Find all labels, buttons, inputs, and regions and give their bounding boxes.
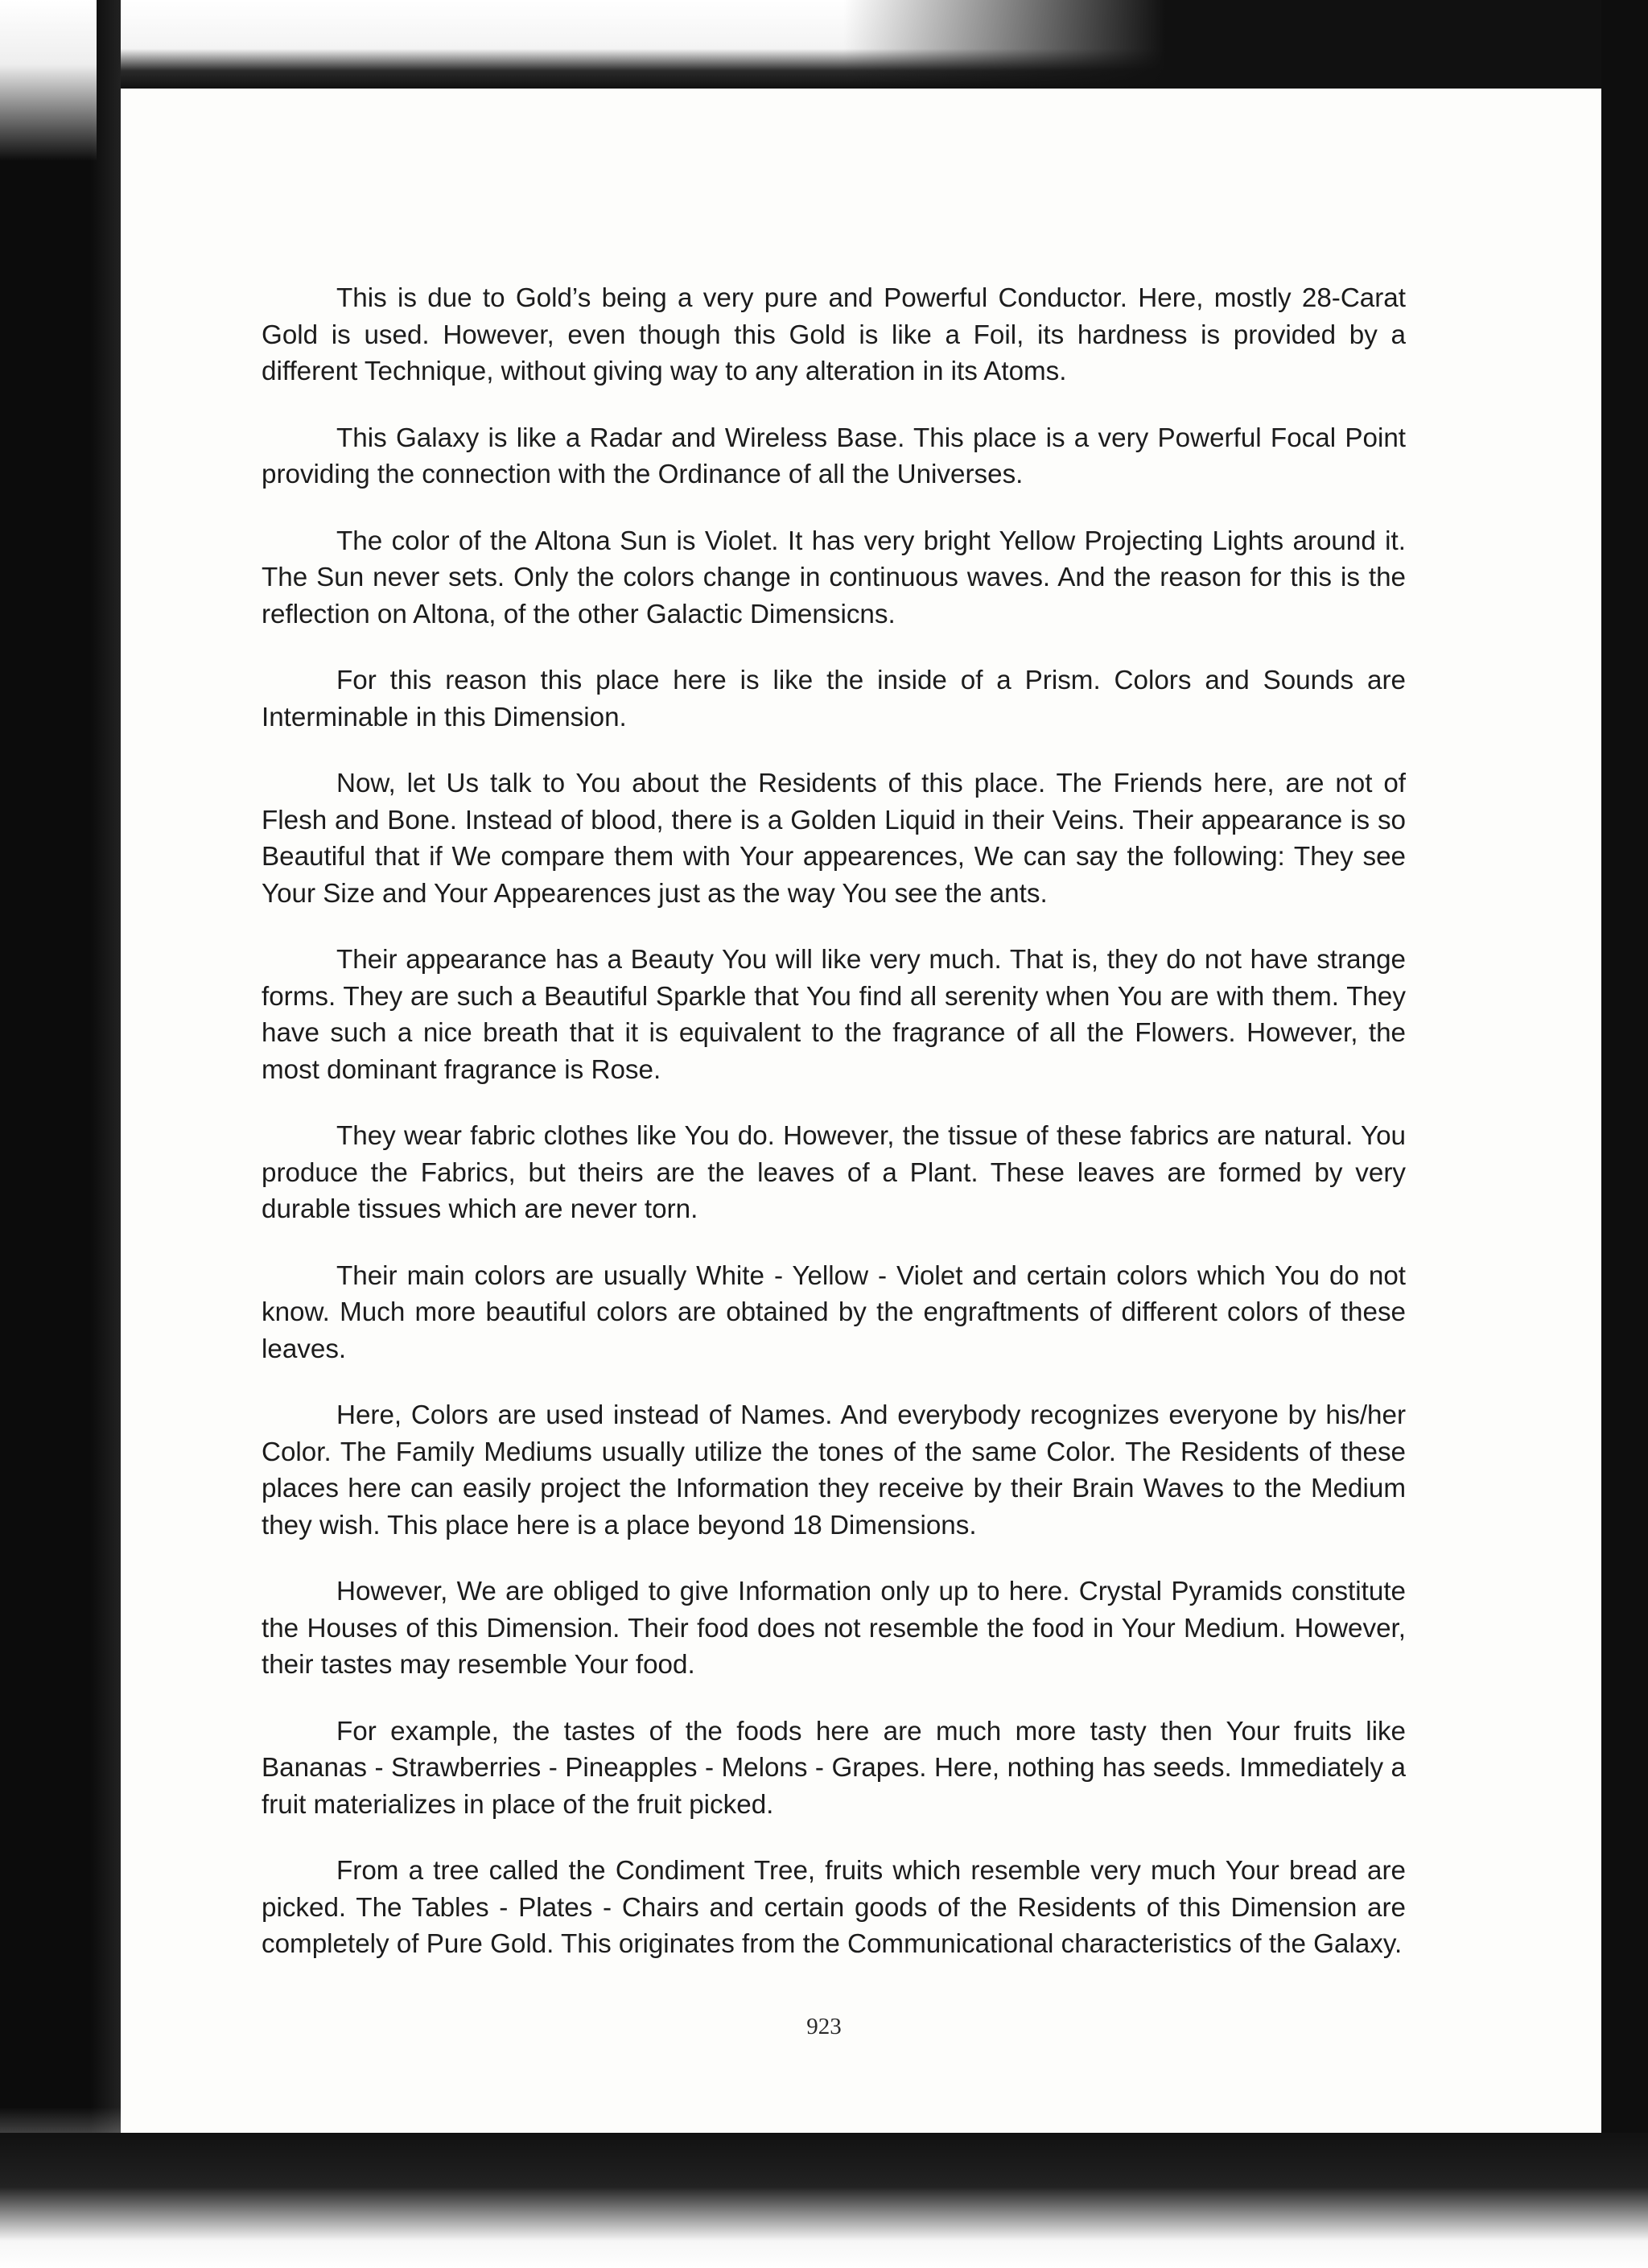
scan-top-edge: [0, 0, 1648, 89]
paragraph: This is due to Gold’s being a very pure and Powerful Conductor. Here, mostly 28-Carat Gold is used. However, even though this Gold is like a Foil, its hardness is provided by a different Technique, without giving way to any alteration in its Atoms.: [262, 283, 1406, 386]
scan-right-edge: [1601, 0, 1648, 2268]
paragraph: This Galaxy is like a Radar and Wireless Base. This place is a very Powerful Focal Point providing the connection with the Ordinance of all the Universes.: [262, 423, 1406, 489]
paragraph: From a tree called the Condiment Tree, fruits which resemble very much Your bread are picked. The Tables - Plates - Chairs and certain goods of the Residents of this Dimension are completely of Pure Gold. This originates from the Communicational characteristics of the Galaxy.: [262, 1856, 1406, 1959]
body-text: [262, 280, 1406, 1993]
paragraph: Here, Colors are used instead of Names. And everybody recognizes everyone by his/her Color. The Family Mediums usually utilize the tones of the same Color. The Residents of these places here can easily project the Information they receive by their Brain Waves to the Medium they wish. This place here is a place beyond 18 Dimensions.: [262, 1400, 1406, 1540]
scan-left-edge: [0, 0, 121, 2268]
scan-bottom-edge: [0, 2133, 1648, 2268]
page-number: 923: [806, 2014, 842, 2039]
paragraph: Their appearance has a Beauty You will like very much. That is, they do not have strange forms. They are such a Beautiful Sparkle that You find all serenity when You are with them. They have such a nice breath that it is equivalent to the fragrance of all the Flowers. However, the most dominant fragrance is Rose.: [262, 945, 1406, 1085]
paragraph: Their main colors are usually White - Yellow - Violet and certain colors which You do not know. Much more beautiful colors are obtained by the engraftments of different colors of these leaves.: [262, 1260, 1406, 1364]
paragraph: The color of the Altona Sun is Violet. It has very bright Yellow Projecting Lights around it. The Sun never sets. Only the colors change in continuous waves. And the reason for this is the reflection on Altona, of the other Galactic Dimensicns.: [262, 526, 1406, 629]
paragraph: They wear fabric clothes like You do. However, the tissue of these fabrics are natural. You produce the Fabrics, but theirs are the leaves of a Plant. These leaves are formed by very durable tissues which are never torn.: [262, 1121, 1406, 1224]
paragraph: Now, let Us talk to You about the Residents of this place. The Friends here, are not of Flesh and Bone. Instead of blood, there is a Golden Liquid in their Veins. Their appearance is so Beautiful that if We compare them with Your appearences, We can say the following: They see Your Size and Your Appearences just as the way You see the ants.: [262, 769, 1406, 909]
paragraph: However, We are obliged to give Information only up to here. Crystal Pyramids constitute the Houses of this Dimension. Their food does not resemble the food in Your Medium. However, their tastes may resemble Your food.: [262, 1577, 1406, 1680]
paragraph: For this reason this place here is like the inside of a Prism. Colors and Sounds are Interminable in this Dimension.: [262, 666, 1406, 732]
paragraph: For example, the tastes of the foods here are much more tasty then Your fruits like Bananas - Strawberries - Pineapples - Melons - Grapes. Here, nothing has seeds. Immediately a fruit materializes in place of the fruit picked.: [262, 1716, 1406, 1820]
